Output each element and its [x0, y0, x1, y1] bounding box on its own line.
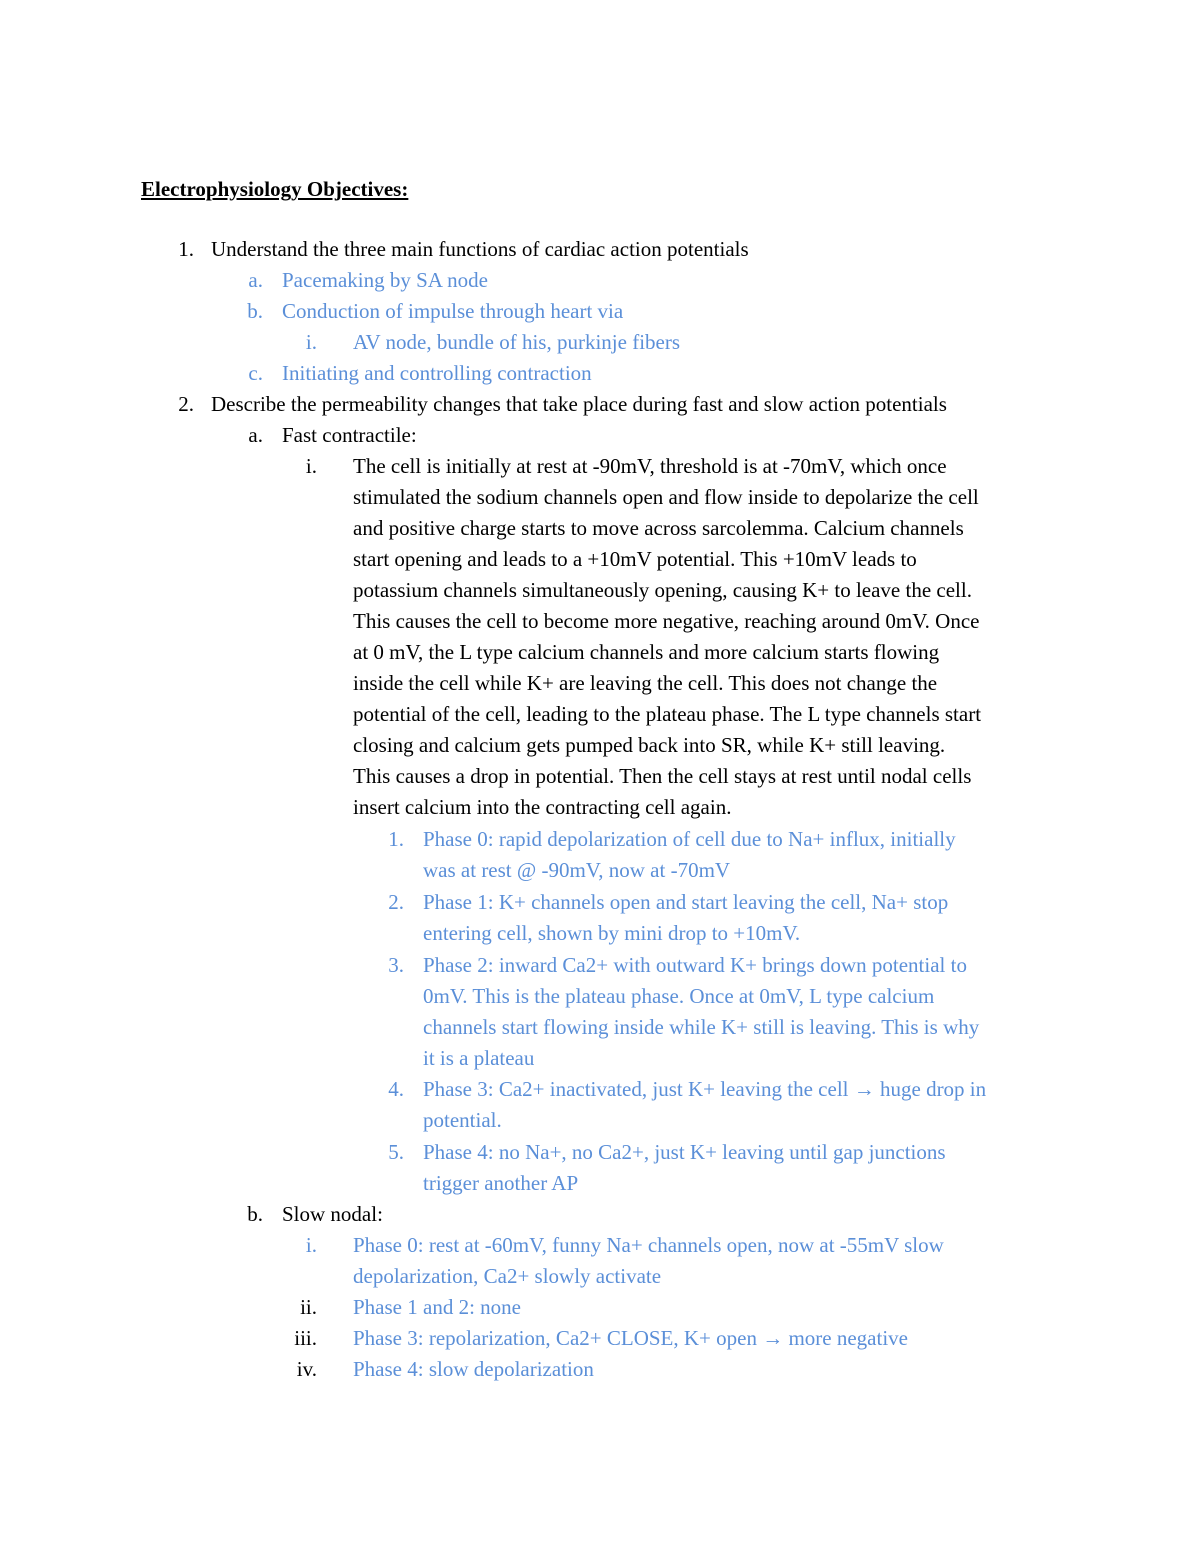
- list-marker: i.: [305, 1233, 317, 1257]
- list-item-text: Conduction of impulse through heart via: [282, 299, 624, 323]
- phase-line: Phase 0: rapid depolarization of cell due to Na+ influx, initially: [423, 827, 956, 851]
- list-item-text: Pacemaking by SA node: [282, 268, 488, 292]
- slow-nodal-label: Slow nodal:: [282, 1202, 383, 1226]
- paragraph-line: This causes a drop in potential. Then the cell stays at rest until nodal cells: [353, 764, 972, 788]
- phase-line: depolarization, Ca2+ slowly activate: [353, 1264, 662, 1288]
- fast-detail-paragraph: [353, 451, 1073, 823]
- phase-line: trigger another AP: [423, 1171, 579, 1195]
- phase-line: channels start flowing inside while K+ still is leaving. This is why: [423, 1015, 980, 1039]
- list-marker: 1.: [178, 237, 194, 261]
- list-marker: 5.: [388, 1140, 404, 1164]
- list-marker: 1.: [388, 827, 404, 851]
- objective-2-text: Describe the permeability changes that take place during fast and slow action potentials: [211, 392, 947, 416]
- phase-line: Phase 3: repolarization, Ca2+ CLOSE, K+ open → more negative: [353, 1326, 908, 1350]
- phase-text: [423, 887, 1103, 949]
- objective-1-text: Understand the three main functions of cardiac action potentials: [211, 237, 749, 261]
- phase-line: Phase 2: inward Ca2+ with outward K+ brings down potential to: [423, 953, 967, 977]
- phase-line: Phase 4: slow depolarization: [353, 1357, 594, 1381]
- list-marker: iv.: [296, 1357, 317, 1381]
- phase-line: Phase 1 and 2: none: [353, 1295, 521, 1319]
- list-marker: iii.: [294, 1326, 317, 1350]
- list-marker: a.: [248, 268, 263, 292]
- list-marker: c.: [248, 361, 263, 385]
- document-title: Electrophysiology Objectives:: [141, 177, 409, 201]
- paragraph-line: closing and calcium gets pumped back into SR, while K+ still leaving.: [353, 733, 946, 757]
- list-marker: i.: [305, 330, 317, 354]
- paragraph-line: The cell is initially at rest at -90mV, threshold is at -70mV, which once: [353, 454, 947, 478]
- paragraph-line: potassium channels simultaneously opening, causing K+ to leave the cell.: [353, 578, 972, 602]
- list-marker: 4.: [388, 1077, 404, 1101]
- phase-text: [353, 1230, 1073, 1292]
- paragraph-line: start opening and leads to a +10mV potential. This +10mV leads to: [353, 547, 917, 571]
- paragraph-line: and positive charge starts to move across sarcolemma. Calcium channels: [353, 516, 964, 540]
- paragraph-line: inside the cell while K+ are leaving the cell. This does not change the: [353, 671, 938, 695]
- list-item-text: Initiating and controlling contraction: [282, 361, 592, 385]
- list-marker: b.: [247, 299, 263, 323]
- list-marker: ii.: [300, 1295, 317, 1319]
- paragraph-line: insert calcium into the contracting cell again.: [353, 795, 732, 819]
- paragraph-line: at 0 mV, the L type calcium channels and more calcium starts flowing: [353, 640, 940, 664]
- list-marker: i.: [305, 454, 317, 478]
- list-marker: 2.: [178, 392, 194, 416]
- phase-line: Phase 0: rest at -60mV, funny Na+ channels open, now at -55mV slow: [353, 1233, 944, 1257]
- fast-contractile-label: Fast contractile:: [282, 423, 417, 447]
- phase-text: [423, 1074, 1103, 1136]
- phase-line: Phase 3: Ca2+ inactivated, just K+ leaving the cell → huge drop in: [423, 1077, 987, 1101]
- phase-line: Phase 4: no Na+, no Ca2+, just K+ leaving until gap junctions: [423, 1140, 946, 1164]
- phase-text: [423, 950, 1103, 1074]
- list-marker: 2.: [388, 890, 404, 914]
- phase-line: entering cell, shown by mini drop to +10mV.: [423, 921, 801, 945]
- phase-line: Phase 1: K+ channels open and start leaving the cell, Na+ stop: [423, 890, 949, 914]
- paragraph-line: potential of the cell, leading to the plateau phase. The L type channels start: [353, 702, 982, 726]
- list-marker: b.: [247, 1202, 263, 1226]
- phase-line: it is a plateau: [423, 1046, 535, 1070]
- phase-line: potential.: [423, 1108, 502, 1132]
- list-item-text: AV node, bundle of his, purkinje fibers: [353, 330, 681, 354]
- list-marker: a.: [248, 423, 263, 447]
- phase-line: 0mV. This is the plateau phase. Once at 0mV, L type calcium: [423, 984, 935, 1008]
- paragraph-line: This causes the cell to become more negative, reaching around 0mV. Once: [353, 609, 980, 633]
- paragraph-line: stimulated the sodium channels open and flow inside to depolarize the cell: [353, 485, 979, 509]
- phase-line: was at rest @ -90mV, now at -70mV: [423, 858, 731, 882]
- list-marker: 3.: [388, 953, 404, 977]
- phase-text: [423, 1137, 1103, 1199]
- phase-text: [423, 824, 1103, 886]
